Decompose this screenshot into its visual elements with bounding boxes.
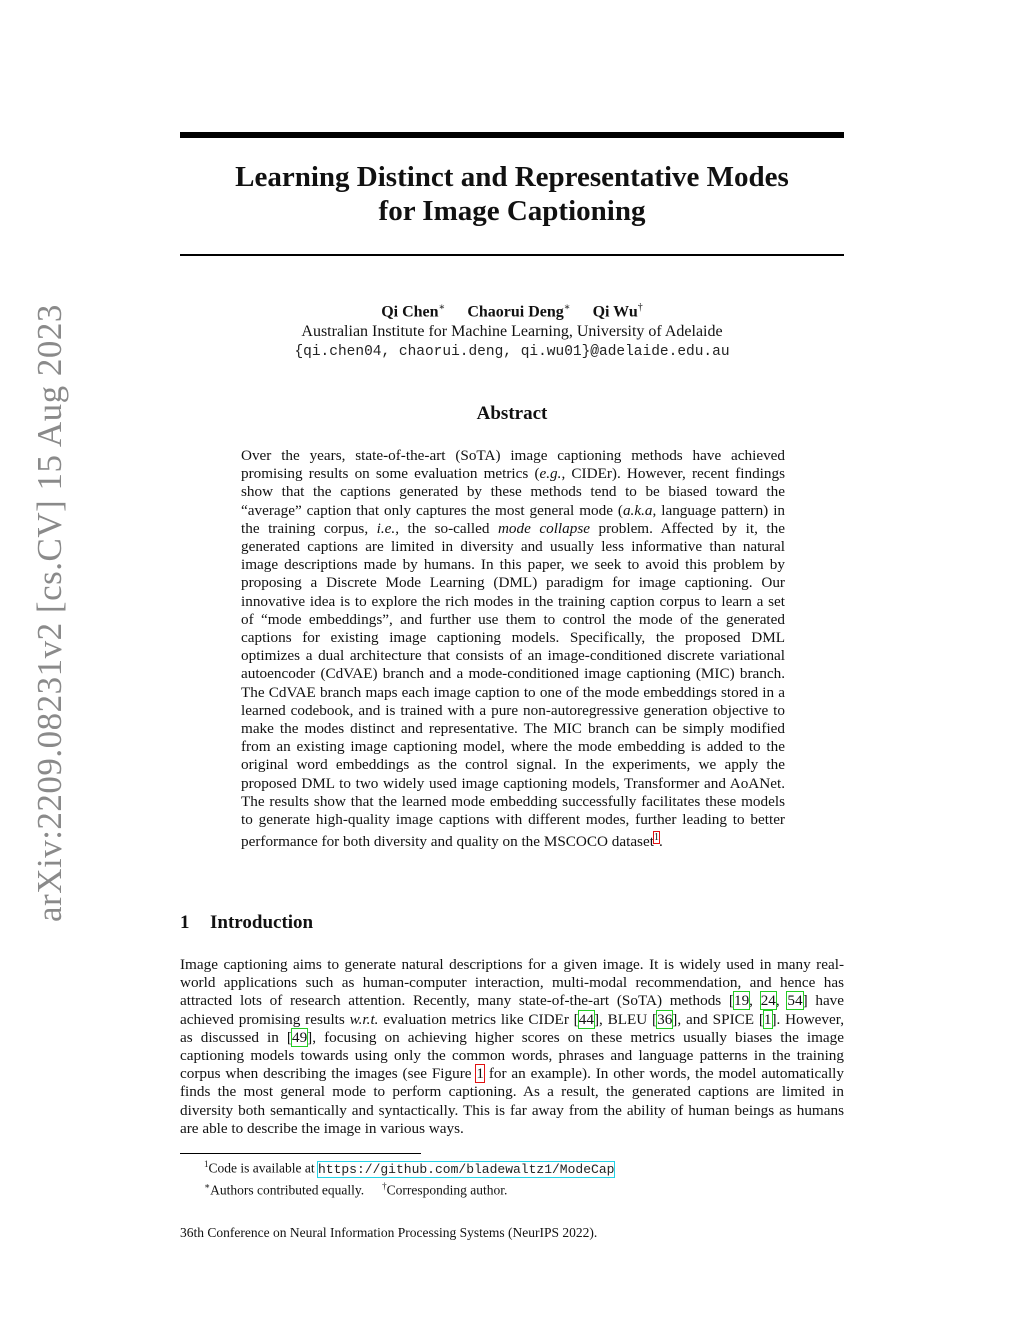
abstract-text: Over the years, state-of-the-art (SoTA) image captioning methods have achieved promising results on some evaluation metrics ( <box>241 447 785 483</box>
citation-link-44[interactable]: 44 <box>578 1010 594 1028</box>
code-url-link[interactable]: https://github.com/bladewaltz1/ModeCap <box>317 1161 615 1177</box>
footnote-1-text: Code is available at <box>208 1160 318 1176</box>
intro-text: , <box>775 992 788 1010</box>
affiliation: Australian Institute for Machine Learning, University of Adelaide <box>301 323 723 341</box>
introduction-paragraph <box>180 956 844 1138</box>
footnote-2-mark: ∗ <box>204 1180 211 1191</box>
footnote-2-text: Authors contributed equally. <box>210 1182 365 1197</box>
title-line-1: Learning Distinct and Representative Modes <box>235 161 789 193</box>
abstract-text: , language pattern) in the training corpus, <box>241 501 786 537</box>
footnote-1-mark: 1 <box>204 1159 209 1169</box>
section-number: 1 <box>180 912 190 933</box>
footnote-3-mark: † <box>382 1180 387 1191</box>
author-1: Qi Chen <box>381 303 439 321</box>
abstract-ie: i.e. <box>376 519 396 537</box>
citation-link-54[interactable]: 54 <box>787 992 803 1010</box>
citation-link-1[interactable]: 1 <box>763 1010 772 1028</box>
title-bottom-rule <box>180 254 844 256</box>
abstract-eg: e.g. <box>539 465 562 483</box>
abstract-text: problem. Affected by it, the generated captions are limited in diversity and usually less informative than natural image descriptions made by humans. In this paper, we seek to avoid this problem by proposing a Discrete Mode Learning (DML) paradigm for image captioning. Our innovative idea is to explore the rich modes in the training caption corpus to learn a set of “mode embeddings”, and further use them to control the mode of the generated captions for existing image captioning models. Specifically, the proposed DML optimizes a dual architecture that consists of an image-conditioned discrete variational autoencoder (CdVAE) branch and a mode-conditioned image captioning (MIC) branch. The CdVAE branch maps each image caption to one of the mode embeddings stored in a learned codebook, and is trained with a pure non-autoregressive generation objective to make the modes distinct and representative. The MIC branch can be simply modified from an existing image captioning model, where the mode embedding is added to the original word embeddings as the control signal. In the experiments, we apply the proposed DML to two widely used image captioning models, Transformer and AoANet. The results show that the learned mode embedding successfully facilitates these models to generate high-quality image captions with different modes, further leading to better performance for both diversity and quality on the MSCOCO dataset <box>241 519 785 851</box>
footnote-1 <box>204 1156 614 1178</box>
abstract-text: , CIDEr). However, recent findings show that the captions generated by these methods tend to be biased toward the “average” caption that only captures the most general mode ( <box>241 465 785 519</box>
intro-text: ], BLEU [ <box>593 1010 658 1028</box>
citation-link-19[interactable]: 19 <box>733 992 750 1010</box>
intro-text: ] have achieved promising results <box>180 992 845 1028</box>
intro-text: evaluation metrics like CIDEr [ <box>378 1010 579 1028</box>
footnote-3-text: Corresponding author. <box>386 1182 508 1197</box>
author-2: Chaorui Deng <box>467 303 564 321</box>
intro-text: , <box>749 992 761 1010</box>
abstract-heading: Abstract <box>476 403 548 424</box>
title-line-2: for Image Captioning <box>378 195 646 227</box>
footnote-link-1[interactable]: 1 <box>653 832 659 844</box>
citation-link-36[interactable]: 36 <box>657 1010 673 1028</box>
section-heading-introduction <box>180 912 313 934</box>
intro-wrt: w.r.t. <box>349 1010 379 1028</box>
venue-note: 36th Conference on Neural Information Processing Systems (NeurIPS 2022). <box>180 1225 598 1240</box>
section-title: Introduction <box>210 912 314 933</box>
abstract-mode-collapse: mode collapse <box>497 519 590 537</box>
intro-text: ], and SPICE [ <box>672 1010 764 1028</box>
paper-title <box>180 160 844 228</box>
arxiv-stamp: arXiv:2209.08231v2 [cs.CV] 15 Aug 2023 <box>30 304 69 922</box>
author-emails: {qi.chen04, chaorui.deng, qi.wu01}@adelaide.edu.au <box>294 344 730 361</box>
author-3-mark: † <box>637 302 643 313</box>
abstract-text: . <box>658 833 663 851</box>
intro-text: Image captioning aims to generate natural descriptions for a given image. It is widely used in many real-world applications such as human-computer interaction, multi-modal recommendation, and hence has attracted lots of research attention. Recently, many state-of-the-art (SoTA) methods [ <box>180 956 844 1010</box>
abstract-aka: a.k.a <box>622 501 653 519</box>
footnote-2 <box>204 1178 614 1199</box>
top-thick-rule <box>180 132 844 138</box>
intro-text: ]. However, as discussed in [ <box>180 1010 845 1046</box>
author-2-mark: ∗ <box>563 302 571 313</box>
intro-text: ], focusing on achieving higher scores on these metrics usually biases the image captioning models towards using only the common words, phrases and language patterns in the training corpus when describing the images (see Figure <box>180 1028 844 1083</box>
citation-link-24[interactable]: 24 <box>760 992 776 1010</box>
figure-link-1[interactable]: 1 <box>476 1065 484 1083</box>
author-3: Qi Wu <box>592 303 638 321</box>
intro-text: for an example). In other words, the model automatically finds the most general mode to perform captioning. As a result, the generated captions are limited in diversity both semantically and syntactically. This is far away from the ability of human beings as humans are able to describe the image in various ways. <box>180 1065 844 1137</box>
author-names <box>180 298 844 322</box>
author-1-mark: ∗ <box>438 302 446 313</box>
footnote-rule <box>180 1153 421 1154</box>
abstract-text: , the so-called <box>395 519 498 537</box>
footnotes <box>204 1156 614 1198</box>
author-block <box>180 298 844 362</box>
abstract-body <box>241 447 785 852</box>
citation-link-49[interactable]: 49 <box>291 1028 308 1046</box>
